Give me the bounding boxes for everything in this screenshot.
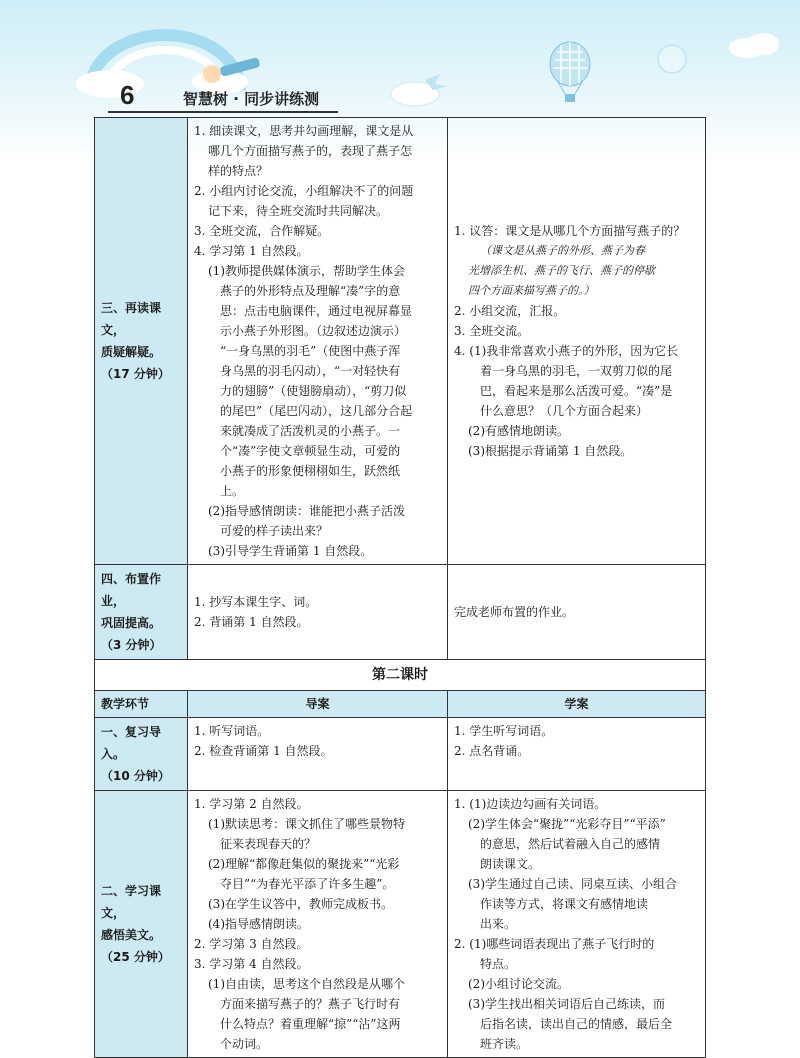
guide-line: 上。 (220, 484, 245, 498)
stage-cell (95, 718, 188, 791)
swallow-cloud-icon (385, 70, 455, 110)
table-row-reread (95, 118, 706, 565)
guide-line: (3)引导学生背诵第 1 自然段。 (208, 544, 373, 558)
lesson-plan-table (94, 117, 706, 1058)
guide-line: 夺目”“为春光平添了许多生趣”。 (220, 877, 395, 891)
guide-line: 燕子的外形特点及理解“凑”字的意 (220, 284, 401, 298)
cloud-icon (725, 30, 785, 60)
stage-line: 质疑解疑。 (101, 345, 162, 359)
stage-line: 四、布置作业， (101, 572, 162, 608)
section-title: 第二课时 (95, 660, 706, 691)
guide-line: 2. 小组内讨论交流，小组解决不了的问题 (194, 184, 414, 198)
study-line: 出来。 (480, 917, 517, 931)
study-line: 光增添生机、燕子的飞行、燕子的停歇 (468, 264, 655, 277)
stage-cell (95, 565, 188, 660)
study-line: 朗读课文。 (480, 857, 541, 871)
stage-cell (95, 791, 188, 1058)
study-line: 完成老师布置的作业。 (454, 605, 575, 619)
table-row-review (95, 718, 706, 791)
stage-line: （3 分钟） (101, 638, 162, 652)
guide-cell (188, 791, 448, 1058)
study-line: 2. 小组交流，汇报。 (454, 304, 566, 318)
stage-line: 感悟美文。 (101, 928, 162, 942)
study-line: (3)学生通过自己读、同桌互读、小组合 (468, 877, 677, 891)
guide-line: 样的特点？ (208, 164, 269, 178)
guide-line: 征来表现春天的？ (220, 837, 317, 851)
stage-cell (95, 118, 188, 565)
study-line: (3)根据提示背诵第 1 自然段。 (468, 444, 633, 458)
study-line: 班齐读。 (480, 1037, 529, 1051)
header-guide: 导案 (188, 691, 448, 718)
guide-line: 1. 听写词语。 (194, 724, 270, 738)
guide-line: 示小燕子外形图。（边叙述边演示） (220, 324, 407, 338)
book-title: 智慧树 · 同步讲练测 (183, 90, 320, 108)
study-line: 1. (1)边读边勾画有关词语。 (454, 797, 607, 811)
guide-line: (1)自由读，思考这个自然段是从哪个 (208, 977, 405, 991)
study-line: (2)学生体会“聚拢”“光彩夺目”“平添” (468, 817, 666, 831)
sun-icon (655, 42, 689, 76)
stage-line: 一、复习导入。 (101, 725, 162, 761)
study-line: (3)学生找出相关词语后自己练读，而 (468, 997, 665, 1011)
guide-line: 2. 检查背诵第 1 自然段。 (194, 744, 333, 758)
study-line: （课文是从燕子的外形、燕子为春 (480, 244, 645, 257)
guide-line: 什么特点？着重理解“掠”“沾”这两 (220, 1017, 401, 1031)
guide-line: 的尾巴”（尾巴闪动），这几部分合起 (220, 404, 413, 418)
study-cell (448, 791, 706, 1058)
guide-line: 可爱的样子读出来？ (220, 524, 329, 538)
guide-line: 个动词。 (220, 1037, 269, 1051)
study-line: (2)有感情地朗读。 (468, 424, 569, 438)
guide-line: (2)指导感情朗读：谁能把小燕子活泼 (208, 504, 405, 518)
study-line: 3. 全班交流。 (454, 324, 530, 338)
guide-line: 4. 学习第 1 自然段。 (194, 244, 309, 258)
guide-line: (3)在学生议答中，教师完成板书。 (208, 897, 393, 911)
guide-cell (188, 718, 448, 791)
study-cell (448, 118, 706, 565)
study-line: 1. 学生听写词语。 (454, 724, 554, 738)
guide-line: 2. 学习第 3 自然段。 (194, 937, 309, 951)
header-stage: 教学环节 (95, 691, 188, 718)
title-underline (108, 111, 338, 113)
study-line: 什么意思？（几个方面合起来） (480, 404, 649, 418)
guide-line: 小燕子的形象便栩栩如生，跃然纸 (220, 464, 401, 478)
table-row-homework (95, 565, 706, 660)
study-cell (448, 718, 706, 791)
guide-line: 思：点击电脑课件，通过电视屏幕显 (220, 304, 413, 318)
study-line: 2. 点名背诵。 (454, 744, 530, 758)
hot-air-balloon-icon (545, 40, 595, 106)
guide-line: 3. 学习第 4 自然段。 (194, 957, 309, 971)
guide-line: 来就凑成了活泼机灵的小燕子。一 (220, 424, 401, 438)
study-line: 2. (1)哪些词语表现出了燕子飞行时的 (454, 937, 655, 951)
study-line: 后指名读，读出自己的情感，最后全 (480, 1017, 673, 1031)
stage-line: 二、学习课文， (101, 884, 162, 920)
guide-cell (188, 565, 448, 660)
guide-line: 个“凑”字使文章顿显生动，可爱的 (220, 444, 401, 458)
stage-line: 三、再读课文， (101, 301, 162, 337)
study-line: 着一身乌黑的羽毛，一双剪刀似的尾 (480, 364, 673, 378)
study-line: (2)小组讨论交流。 (468, 977, 569, 991)
header-study: 学案 (448, 691, 706, 718)
guide-line: 1. 细读课文，思考并勾画理解，课文是从 (194, 124, 414, 138)
study-line: 四个方面来描写燕子的。） (468, 284, 595, 297)
guide-line: 1. 抄写本课生字、词。 (194, 595, 318, 609)
child-icon (203, 65, 221, 83)
section-title-row (95, 660, 706, 691)
study-line: 的意思，然后试着融入自己的感情 (480, 837, 661, 851)
study-line: 4. (1)我非常喜欢小燕子的外形，因为它长 (454, 344, 679, 358)
study-cell (448, 565, 706, 660)
guide-line: 2. 背诵第 1 自然段。 (194, 615, 309, 629)
guide-line: 力的翅膀”（使翅膀扇动），“剪刀似 (220, 384, 407, 398)
table-header-row (95, 691, 706, 718)
table-row-study (95, 791, 706, 1058)
stage-line: 巩固提高。 (101, 616, 162, 630)
guide-line: (1)教师提供媒体演示，帮助学生体会 (208, 264, 405, 278)
page-number: 6 (120, 80, 135, 110)
guide-line: (2)理解“都像赶集似的聚拢来”“光彩 (208, 857, 400, 871)
guide-line: (4)指导感情朗读。 (208, 917, 309, 931)
stage-line: （25 分钟） (101, 950, 170, 964)
guide-line: (1)默读思考：课文抓住了哪些景物特 (208, 817, 405, 831)
guide-cell (188, 118, 448, 565)
stage-line: （10 分钟） (101, 769, 170, 783)
study-line: 作读等方式，将课文有感情地读 (480, 897, 649, 911)
study-line: 1. 议答：课文是从哪几个方面描写燕子的？ (454, 224, 686, 238)
guide-line: 身乌黑的羽毛闪动），“一对轻快有 (220, 364, 401, 378)
guide-line: 方面来描写燕子的？燕子飞行时有 (220, 997, 401, 1011)
study-line: 特点。 (480, 957, 517, 971)
guide-line: 记下来，待全班交流时共同解决。 (208, 204, 389, 218)
guide-line: 3. 全班交流，合作解疑。 (194, 224, 330, 238)
guide-line: “一身乌黑的羽毛”（使图中燕子浑 (220, 344, 401, 358)
guide-line: 1. 学习第 2 自然段。 (194, 797, 309, 811)
stage-line: （17 分钟） (101, 367, 170, 381)
guide-line: 哪几个方面描写燕子的，表现了燕子怎 (208, 144, 413, 158)
study-line: 巴，看起来是那么活泼可爱。“凑”是 (480, 384, 673, 398)
